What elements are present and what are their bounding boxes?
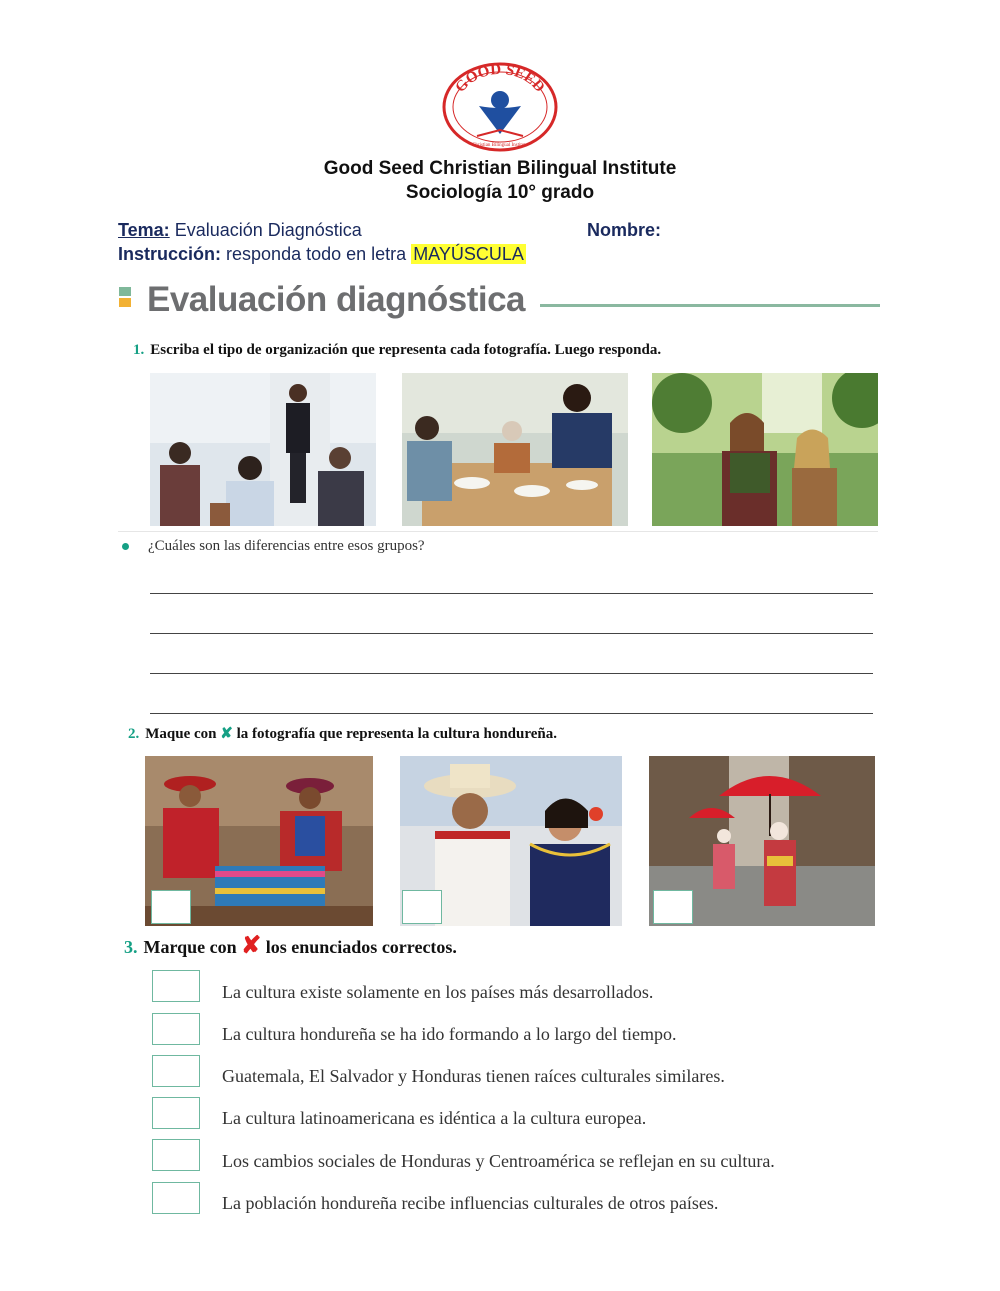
question-3 <box>124 933 457 959</box>
photo-weavers <box>145 756 373 926</box>
logo-text: GOOD SEED <box>452 62 548 96</box>
statement-text-2: La cultura hondureña se ha ido formando a lo largo del tiempo. <box>222 1024 677 1044</box>
statement-checkbox-3[interactable] <box>152 1055 200 1087</box>
photo-checkbox-3[interactable] <box>653 890 693 924</box>
green-x-icon: ✘ <box>220 726 233 742</box>
course-title: Sociología 10° grado <box>405 182 595 203</box>
photo-checkbox-1[interactable] <box>151 890 191 924</box>
photo-classroom <box>150 373 376 526</box>
statement-text-5: Los cambios sociales de Honduras y Centroamérica se reflejan en su cultura. <box>222 1151 775 1171</box>
logo-subtext: Christian Bilingual Institute <box>472 143 528 148</box>
statement-text-3: Guatemala, El Salvador y Honduras tienen raíces culturales similares. <box>222 1066 725 1086</box>
question-3-text-before: Marque con <box>143 937 237 957</box>
institution-name: Good Seed Christian Bilingual Institute <box>323 158 677 179</box>
tema-value: Evaluación Diagnóstica <box>174 220 362 240</box>
statement-text-6: La población hondureña recibe influencias culturales de otros países. <box>222 1193 719 1213</box>
statement-checkbox-2[interactable] <box>152 1013 200 1045</box>
question-2-text-before: Maque con <box>145 726 217 742</box>
divider <box>118 531 878 532</box>
answer-line-3[interactable] <box>150 673 873 674</box>
question-1-number: 1. <box>133 342 145 358</box>
school-logo <box>441 62 559 152</box>
section-rule <box>540 304 880 307</box>
photo-family-dinner <box>402 373 628 526</box>
bullet-dot <box>122 543 129 550</box>
instruccion-line <box>118 244 526 265</box>
instruccion-label: Instrucción: <box>118 244 222 264</box>
statement-checkbox-1[interactable] <box>152 970 200 1002</box>
statement-checkbox-5[interactable] <box>152 1139 200 1171</box>
photo-honduran-couple <box>400 756 622 926</box>
statement-checkbox-4[interactable] <box>152 1097 200 1129</box>
section-title: Evaluación diagnóstica <box>147 280 525 319</box>
question-1 <box>133 342 661 359</box>
photo-hikers <box>652 373 878 526</box>
statement-checkbox-6[interactable] <box>152 1182 200 1214</box>
statement-text-4: La cultura latinoamericana es idéntica a la cultura europea. <box>222 1108 647 1128</box>
section-icon <box>119 287 131 307</box>
nombre-label: Nombre: <box>587 220 662 240</box>
question-1-text: Escriba el tipo de organización que representa cada fotografía. Luego responda. <box>150 342 662 358</box>
answer-line-1[interactable] <box>150 593 873 594</box>
tema-label: Tema: <box>118 220 170 240</box>
photo-geishas <box>649 756 875 926</box>
question-2-number: 2. <box>128 726 140 742</box>
instruccion-text: responda todo en letra <box>226 244 407 264</box>
question-2 <box>128 724 557 743</box>
photo-checkbox-2[interactable] <box>402 890 442 924</box>
question-1-bullet: ¿Cuáles son las diferencias entre esos grupos? <box>148 538 425 554</box>
answer-line-2[interactable] <box>150 633 873 634</box>
answer-line-4[interactable] <box>150 713 873 714</box>
question-3-text-after: los enunciados correctos. <box>265 937 457 957</box>
tema-line <box>118 220 362 241</box>
instruccion-highlight: MAYÚSCULA <box>413 244 524 264</box>
question-3-number: 3. <box>124 937 138 957</box>
red-x-icon: ✘ <box>241 933 262 959</box>
question-2-text-after: la fotografía que representa la cultura hondureña. <box>236 726 557 742</box>
statement-text-1: La cultura existe solamente en los países más desarrollados. <box>222 982 654 1002</box>
